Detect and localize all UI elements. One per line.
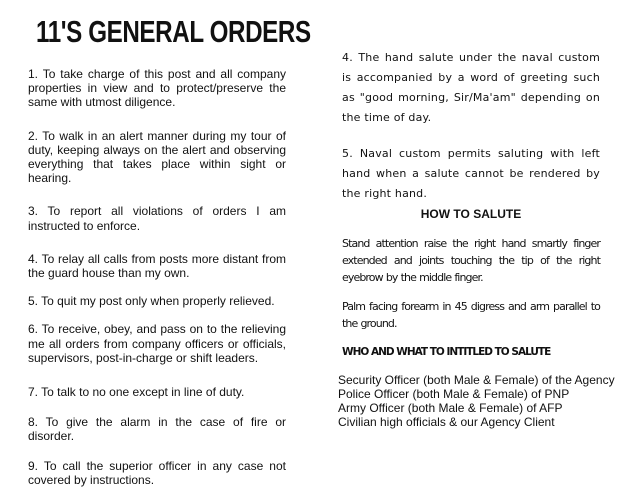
list-item: Security Officer (both Male & Female) of the Agency: [338, 373, 615, 387]
general-order: 3. To report all violations of orders I am instructed to enforce.: [28, 204, 286, 233]
who-to-salute-heading: WHO AND WHAT TO INTITLED TO SALUTE: [342, 346, 551, 358]
list-item: Army Officer (both Male & Female) of AFP: [338, 401, 563, 415]
salute-section: [338, 48, 615, 429]
general-order: 6. To receive, obey, and pass on to the relieving me all orders from company officers or officials, supervisors, post-in-charge or shift leaders.: [28, 322, 286, 365]
general-order: 4. To relay all calls from posts more distant from the guard house than my own.: [28, 251, 286, 281]
general-orders-list: [28, 67, 286, 487]
salute-step: Stand attention raise the right hand smartly finger extended and joints touching the tip of the right eyebrow by the middle finger.: [342, 237, 600, 284]
general-order: 9. To call the superior officer in any case not covered by instructions.: [28, 458, 286, 487]
general-order: 5. To quit my post only when properly relieved.: [28, 294, 275, 309]
list-item: Civilian high officials & our Agency Client: [338, 415, 555, 429]
document-title: 11'S GENERAL ORDERS: [36, 14, 311, 49]
general-order: 2. To walk in an alert manner during my tour of duty, keeping always on the alert and observing everything that takes place within sight or hearing.: [28, 128, 286, 186]
general-order: 8. To give the alarm in the case of fire or disorder.: [28, 415, 286, 444]
salute-rule: 4. The hand salute under the naval custom is accompanied by a word of greeting such as "good morning, Sir/Ma'am" depending on the time of day.: [342, 51, 600, 124]
salute-rule: 5. Naval custom permits saluting with left hand when a salute cannot be rendered by the right hand.: [342, 147, 600, 200]
general-order: 1. To take charge of this post and all company properties in view and to protect/preserve the same with utmost diligence.: [28, 67, 286, 110]
who-to-salute-list: [338, 373, 615, 429]
salute-step: Palm facing forearm in 45 digress and arm parallel to the ground.: [342, 300, 600, 330]
list-item: Police Officer (both Male & Female) of PNP: [338, 387, 570, 401]
how-to-salute-heading: HOW TO SALUTE: [420, 207, 522, 221]
general-order: 7. To talk to no one except in line of duty.: [28, 385, 245, 400]
